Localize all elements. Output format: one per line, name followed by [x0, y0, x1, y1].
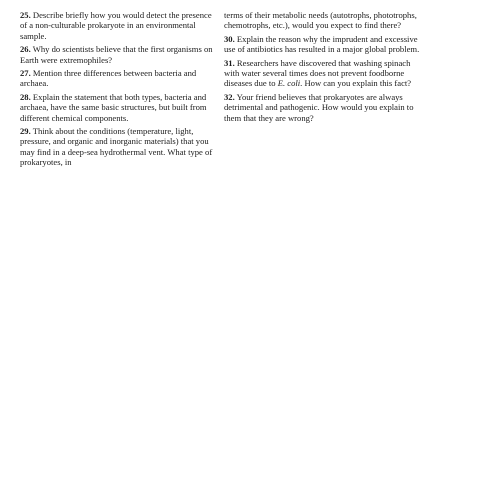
question-number: 31. — [224, 57, 235, 68]
question-text: terms of their metabolic needs (autotrophs, phototrophs, chemotrophs, etc.), would you expect to find there? — [224, 10, 417, 31]
right-column — [224, 10, 424, 126]
question-text: Explain the statement that both types, bacteria and archaea, have the same basic structures, but built from different chemical components. — [20, 91, 207, 123]
question-number: 30. — [224, 33, 235, 44]
top-edge — [0, 0, 500, 6]
question-27 — [20, 68, 216, 89]
question-text: Why do scientists believe that the first organisms on Earth were extremophiles? — [20, 44, 213, 65]
question-31 — [224, 58, 424, 89]
question-number: 28. — [20, 91, 31, 102]
question-number: 29. — [20, 126, 31, 137]
question-29 — [20, 126, 216, 168]
question-25 — [20, 10, 216, 41]
question-text: Researchers have discovered that washing spinach with water several times does not prevent foodborne diseases due to — [224, 57, 411, 89]
question-number: 32. — [224, 91, 235, 102]
question-text: . How can you explain this fact? — [300, 78, 412, 89]
question-text: Explain the reason why the imprudent and excessive use of antibiotics has resulted in a major global problem. — [224, 33, 420, 55]
question-text: Mention three differences between bacteria and archaea. — [20, 68, 197, 89]
question-text: Describe briefly how you would detect the presence of a non-culturable prokaryote in an environmental sample. — [20, 10, 212, 41]
question-28 — [20, 92, 216, 123]
question-29-continuation — [224, 10, 424, 31]
question-30 — [224, 34, 424, 55]
organism-name: E. coli — [277, 78, 301, 89]
question-26 — [20, 44, 216, 65]
question-text: Think about the conditions (temperature, light, pressure, and organic and inorganic materials) that you may find in a deep-sea hydrothermal vent. What type of prokaryotes, in — [20, 126, 213, 168]
question-text: Your friend believes that prokaryotes are always detrimental and pathogenic. How would you explain to them that they are wrong? — [224, 91, 414, 123]
question-number: 25. — [20, 10, 31, 20]
left-column — [20, 10, 216, 171]
question-number: 26. — [20, 44, 31, 55]
question-32 — [224, 92, 424, 123]
question-number: 27. — [20, 68, 31, 79]
